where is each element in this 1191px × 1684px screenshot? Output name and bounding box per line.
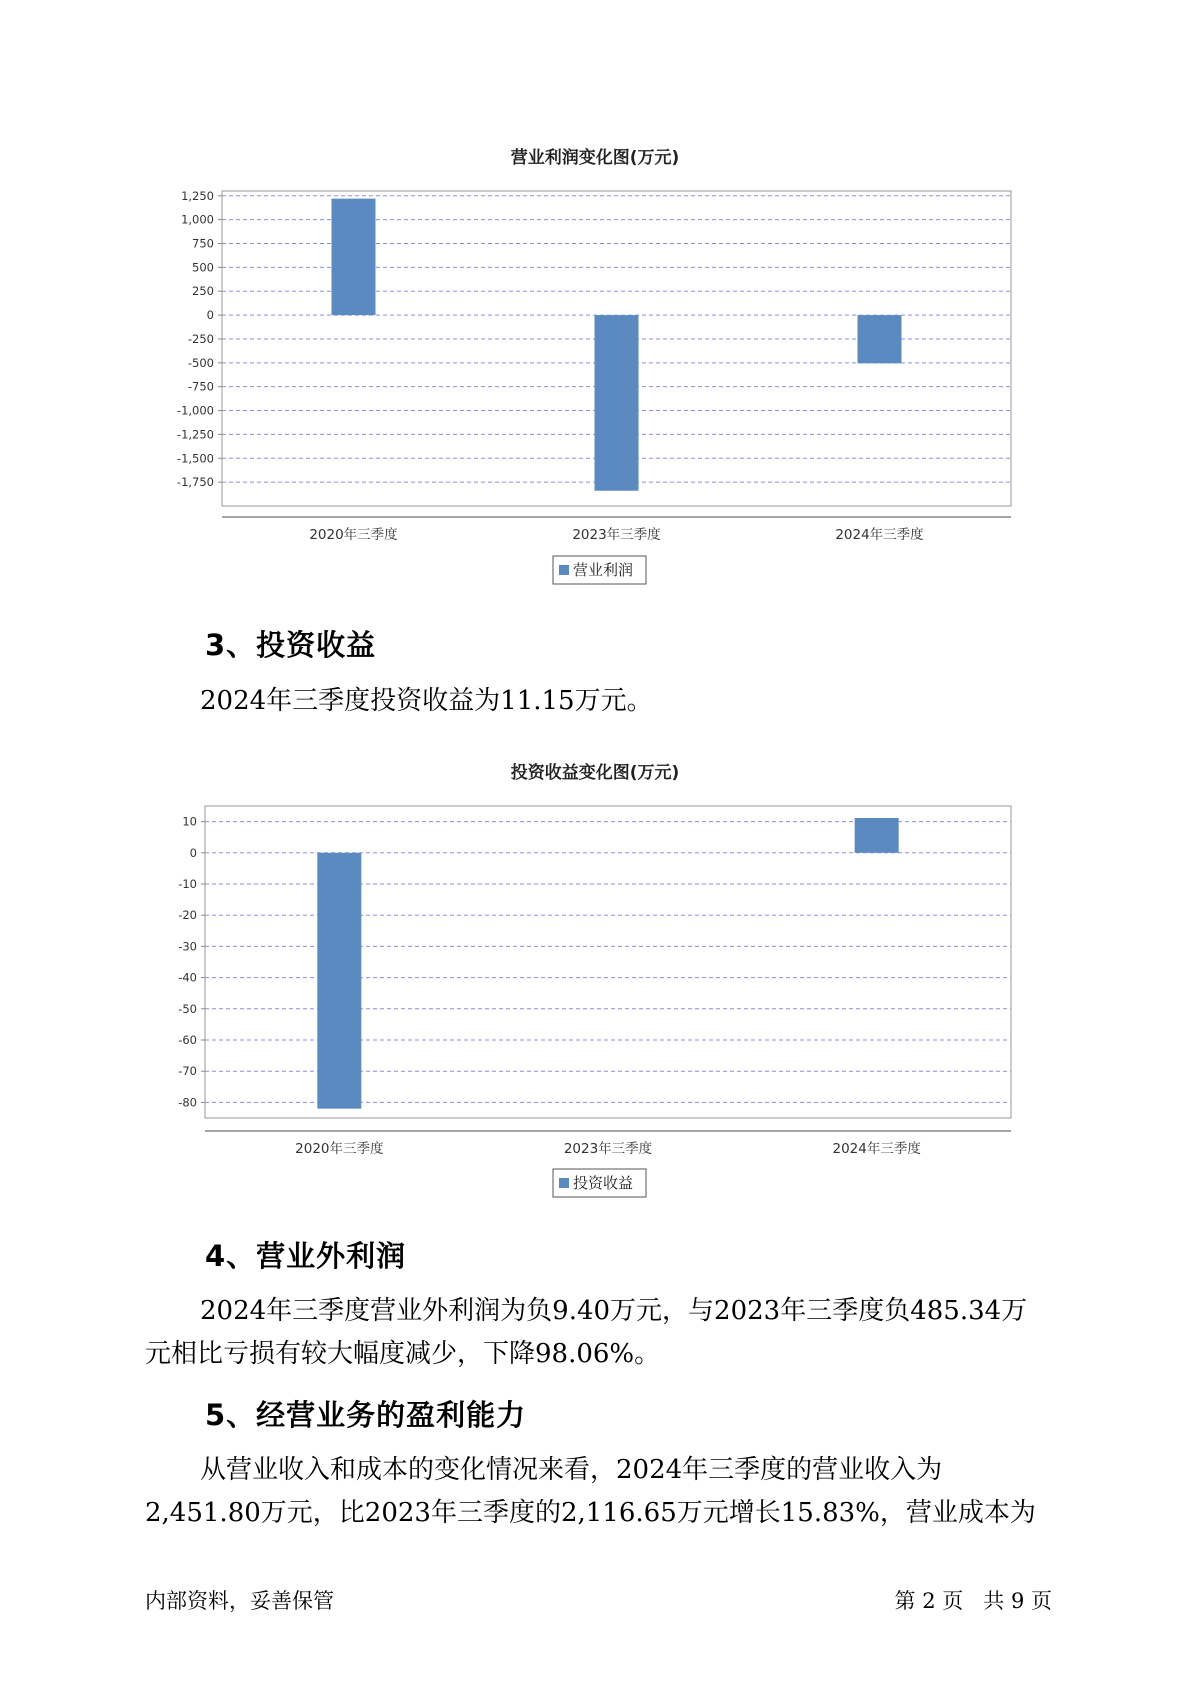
y-tick-label: -500 — [187, 355, 214, 370]
bar-2023年三季度 — [595, 315, 639, 491]
operating-profit-chart — [0, 130, 1191, 600]
x-tick-label: 2023年三季度 — [563, 1141, 653, 1157]
y-tick-label: -1,000 — [176, 403, 214, 418]
y-tick-label: -250 — [187, 331, 214, 346]
non-operating-profit-paragraph: 2024年三季度营业外利润为负9.40万元，与2023年三季度负485.34万元相比亏损有较大幅度减少，下降98.06%。 — [145, 1296, 1028, 1369]
footer-right: 第 2 页 共 9 页 — [894, 1589, 1052, 1613]
profitability-paragraph: 从营业收入和成本的变化情况来看，2024年三季度的营业收入为2,451.80万元，比2023年三季度的2,116.65万元增长15.83%，营业成本为 — [145, 1455, 1036, 1528]
legend-swatch — [559, 1178, 569, 1188]
y-tick-label: -1,500 — [176, 451, 214, 466]
y-tick-label: -10 — [178, 877, 197, 891]
chart-title: 营业利润变化图(万元) — [510, 148, 680, 168]
y-tick-label: -40 — [178, 970, 197, 985]
y-tick-label: -70 — [178, 1064, 197, 1079]
investment-income-chart-svg — [0, 745, 1191, 1215]
y-tick-label: -1,750 — [176, 475, 214, 490]
y-tick-label: -30 — [178, 939, 197, 954]
legend-label: 投资收益 — [573, 1174, 634, 1192]
x-tick-label: 2020年三季度 — [309, 527, 398, 543]
y-tick-label: -80 — [178, 1095, 197, 1110]
legend-swatch — [559, 565, 569, 575]
section-heading-investment-income: 3、投资收益 — [205, 628, 377, 662]
bar-2024年三季度 — [855, 818, 899, 853]
legend-label: 营业利润 — [573, 561, 634, 579]
y-tick-label: -50 — [178, 1001, 197, 1016]
y-tick-label: 500 — [192, 260, 214, 275]
x-tick-label: 2023年三季度 — [572, 527, 661, 543]
y-tick-label: 0 — [206, 308, 214, 323]
operating-profit-chart-svg — [0, 130, 1191, 600]
bar-2024年三季度 — [858, 315, 902, 363]
y-tick-label: -20 — [178, 908, 197, 923]
chart-title: 投资收益变化图(万元) — [510, 763, 680, 783]
investment-income-paragraph: 2024年三季度投资收益为11.15万元。 — [200, 686, 653, 716]
y-tick-label: 10 — [182, 814, 197, 829]
y-tick-label: 1,000 — [181, 212, 214, 227]
y-tick-label: -60 — [178, 1033, 197, 1047]
y-tick-label: 250 — [192, 284, 214, 299]
x-tick-label: 2024年三季度 — [835, 527, 924, 543]
y-tick-label: 1,250 — [181, 188, 214, 203]
footer-left: 内部资料，妥善保管 — [145, 1589, 334, 1613]
x-tick-label: 2020年三季度 — [295, 1141, 384, 1157]
bar-2020年三季度 — [332, 199, 376, 315]
investment-income-chart — [0, 745, 1191, 1215]
section-heading-non-operating-profit: 4、营业外利润 — [205, 1239, 407, 1273]
y-tick-label: -750 — [187, 379, 214, 394]
y-tick-label: -1,250 — [176, 427, 214, 442]
section-heading-profitability: 5、经营业务的盈利能力 — [205, 1398, 527, 1432]
y-tick-label: 0 — [189, 845, 197, 860]
x-tick-label: 2024年三季度 — [832, 1141, 921, 1157]
y-tick-label: 750 — [192, 236, 214, 251]
bar-2020年三季度 — [317, 853, 361, 1109]
